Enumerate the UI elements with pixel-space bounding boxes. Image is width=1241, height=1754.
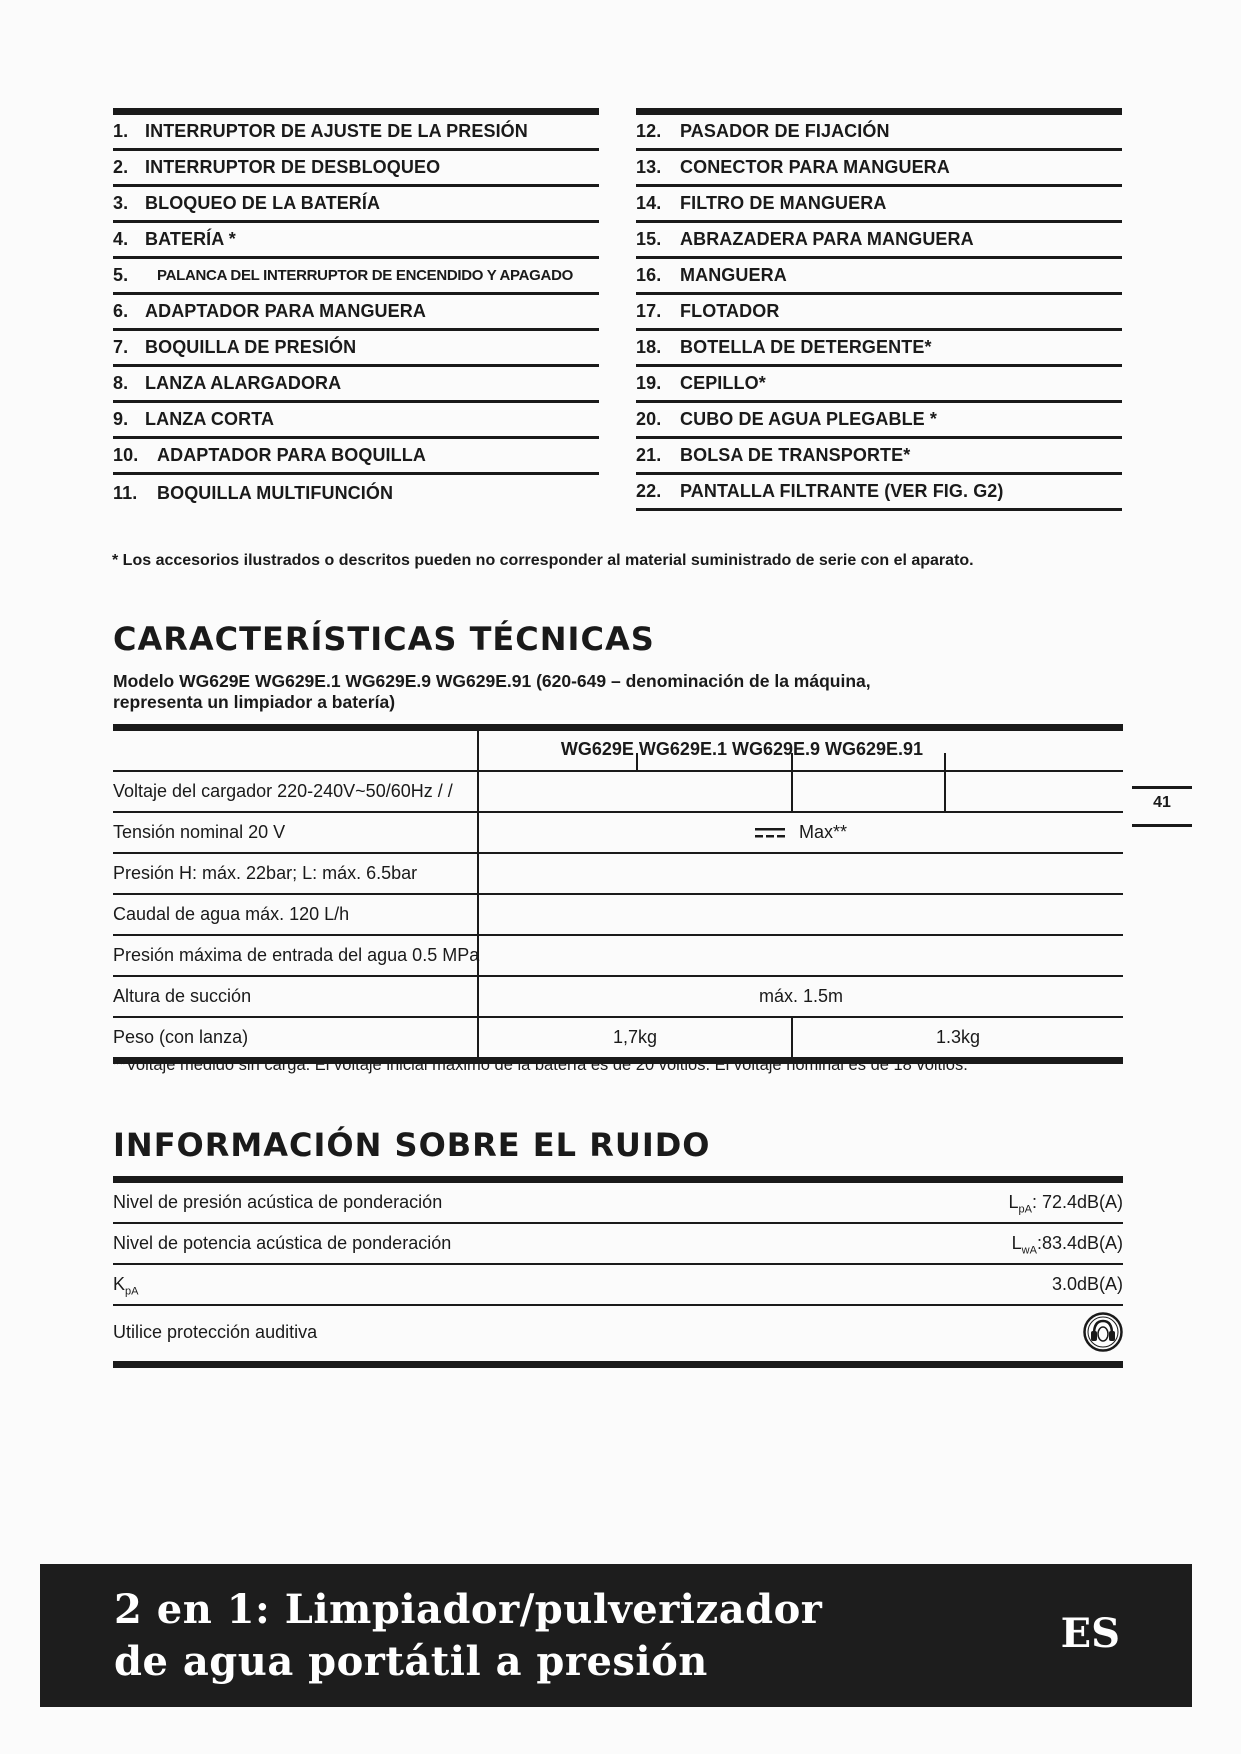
ear-protection-icon xyxy=(1083,1312,1123,1352)
list-item: 10. ADAPTADOR PARA BOQUILLA xyxy=(113,439,599,475)
sound-pressure-label: Nivel de presión acústica de ponderación xyxy=(113,1192,443,1212)
suction-height-label: Altura de succión xyxy=(113,986,252,1006)
rated-voltage-value: Max** xyxy=(479,822,1123,844)
list-item: 9. LANZA CORTA xyxy=(113,403,599,439)
table-row xyxy=(113,1306,1123,1361)
model-line-2: representa un limpiador a batería) xyxy=(113,692,396,712)
list-item: 14. FILTRO DE MANGUERA xyxy=(636,187,1122,223)
list-item: 11. BOQUILLA MULTIFUNCIÓN xyxy=(113,482,394,503)
voltage-footnote: **Voltaje medido sin carga. El voltaje inicial máximo de la batería es de 20 voltios. El voltaje nominal es de 18 voltios. xyxy=(113,1056,968,1074)
flow-label: Caudal de agua máx. 120 L/h xyxy=(113,904,350,924)
list-item: 17. FLOTADOR xyxy=(636,295,1122,331)
table-row xyxy=(113,936,1123,977)
inlet-pressure-label: Presión máxima de entrada del agua 0.5 MPa xyxy=(113,945,480,965)
accessories-note: * Los accesorios ilustrados o descritos pueden no corresponder al material suministrado de serie con el aparato. xyxy=(112,552,974,569)
list-item: 21. BOLSA DE TRANSPORTE* xyxy=(636,439,1122,475)
tech-heading: CARACTERÍSTICAS TÉCNICAS xyxy=(113,620,655,658)
rated-voltage-label: Tensión nominal 20 V xyxy=(113,822,286,842)
language-code: ES xyxy=(1060,1610,1120,1657)
divider xyxy=(113,108,599,115)
spec-table xyxy=(113,724,1123,1064)
footer-banner xyxy=(40,1564,1192,1707)
list-item: 7. BOQUILLA DE PRESIÓN xyxy=(113,331,599,367)
page-number: 41 xyxy=(1153,794,1171,811)
list-item: 6. ADAPTADOR PARA MANGUERA xyxy=(113,295,599,331)
list-item: 16. MANGUERA xyxy=(636,259,1122,295)
list-item: 1. INTERRUPTOR DE AJUSTE DE LA PRESIÓN xyxy=(113,115,599,151)
table-header-row xyxy=(113,731,1123,772)
table-row xyxy=(113,1224,1123,1265)
noise-heading: INFORMACIÓN SOBRE EL RUIDO xyxy=(113,1126,711,1164)
divider xyxy=(113,724,1123,731)
sound-power-label: Nivel de potencia acústica de ponderación xyxy=(113,1233,452,1253)
list-item: 2. INTERRUPTOR DE DESBLOQUEO xyxy=(113,151,599,187)
list-item: 20. CUBO DE AGUA PLEGABLE * xyxy=(636,403,1122,439)
weight-label: Peso (con lanza) xyxy=(113,1027,249,1047)
charger-voltage-label: Voltaje del cargador 220-240V~50/60Hz / / xyxy=(113,781,453,801)
model-header: WG629E WG629E.1 WG629E.9 WG629E.91 xyxy=(560,739,924,759)
sound-pressure-value: $L_{pA}$: 72.4dB(A) xyxy=(1008,1192,1123,1216)
list-item: 4. BATERÍA * xyxy=(113,223,599,259)
table-row xyxy=(113,895,1123,936)
list-item: 15. ABRAZADERA PARA MANGUERA xyxy=(636,223,1122,259)
weight-value-2: 1.3kg xyxy=(935,1027,981,1047)
list-item: 12. PASADOR DE FIJACIÓN xyxy=(636,115,1122,151)
weight-value-1: 1,7kg xyxy=(612,1027,658,1047)
table-row xyxy=(113,854,1123,895)
table-row xyxy=(113,813,1123,854)
table-row xyxy=(113,977,1123,1018)
list-item: 18. BOTELLA DE DETERGENTE* xyxy=(636,331,1122,367)
list-item: 22. PANTALLA FILTRANTE (VER FIG. G2) xyxy=(636,475,1122,511)
list-item: 8. LANZA ALARGADORA xyxy=(113,367,599,403)
divider xyxy=(636,108,1122,115)
noise-table xyxy=(113,1176,1123,1368)
table-row xyxy=(113,1183,1123,1224)
pressure-label: Presión H: máx. 22bar; L: máx. 6.5bar xyxy=(113,863,418,883)
divider xyxy=(1132,824,1192,827)
suction-height-value: máx. 1.5m xyxy=(758,986,844,1006)
list-item: 19. CEPILLO* xyxy=(636,367,1122,403)
model-description xyxy=(113,671,1103,713)
ear-protection-label: Utilice protección auditiva xyxy=(113,1322,318,1342)
model-line-1: Modelo WG629E WG629E.1 WG629E.9 WG629E.91 (620-649 – denominación de la máquina, xyxy=(113,671,871,691)
list-item: 5. PALANCA DEL INTERRUPTOR DE ENCENDIDO Y APAGADO xyxy=(113,259,599,295)
dc-symbol-icon xyxy=(755,823,785,844)
sound-power-value: $L_{wA}:83.4dB(A)$ xyxy=(1011,1233,1123,1257)
table-row xyxy=(113,1265,1123,1306)
parts-list-left xyxy=(113,108,599,511)
list-item: 13. CONECTOR PARA MANGUERA xyxy=(636,151,1122,187)
product-title xyxy=(114,1584,822,1688)
divider xyxy=(113,1176,1123,1183)
uncertainty-value: 3.0dB(A) xyxy=(1051,1274,1123,1294)
divider xyxy=(113,1361,1123,1368)
list-item: 3. BLOQUEO DE LA BATERÍA xyxy=(113,187,599,223)
parts-list-right xyxy=(636,108,1122,511)
table-row xyxy=(113,1018,1123,1057)
product-title-line-1: 2 en 1: Limpiador/pulverizador xyxy=(114,1586,823,1633)
uncertainty-label: $K_{pA}$ xyxy=(113,1274,139,1298)
table-row xyxy=(113,772,1123,813)
product-title-line-2: de agua portátil a presión xyxy=(114,1638,708,1685)
divider xyxy=(1132,786,1192,789)
